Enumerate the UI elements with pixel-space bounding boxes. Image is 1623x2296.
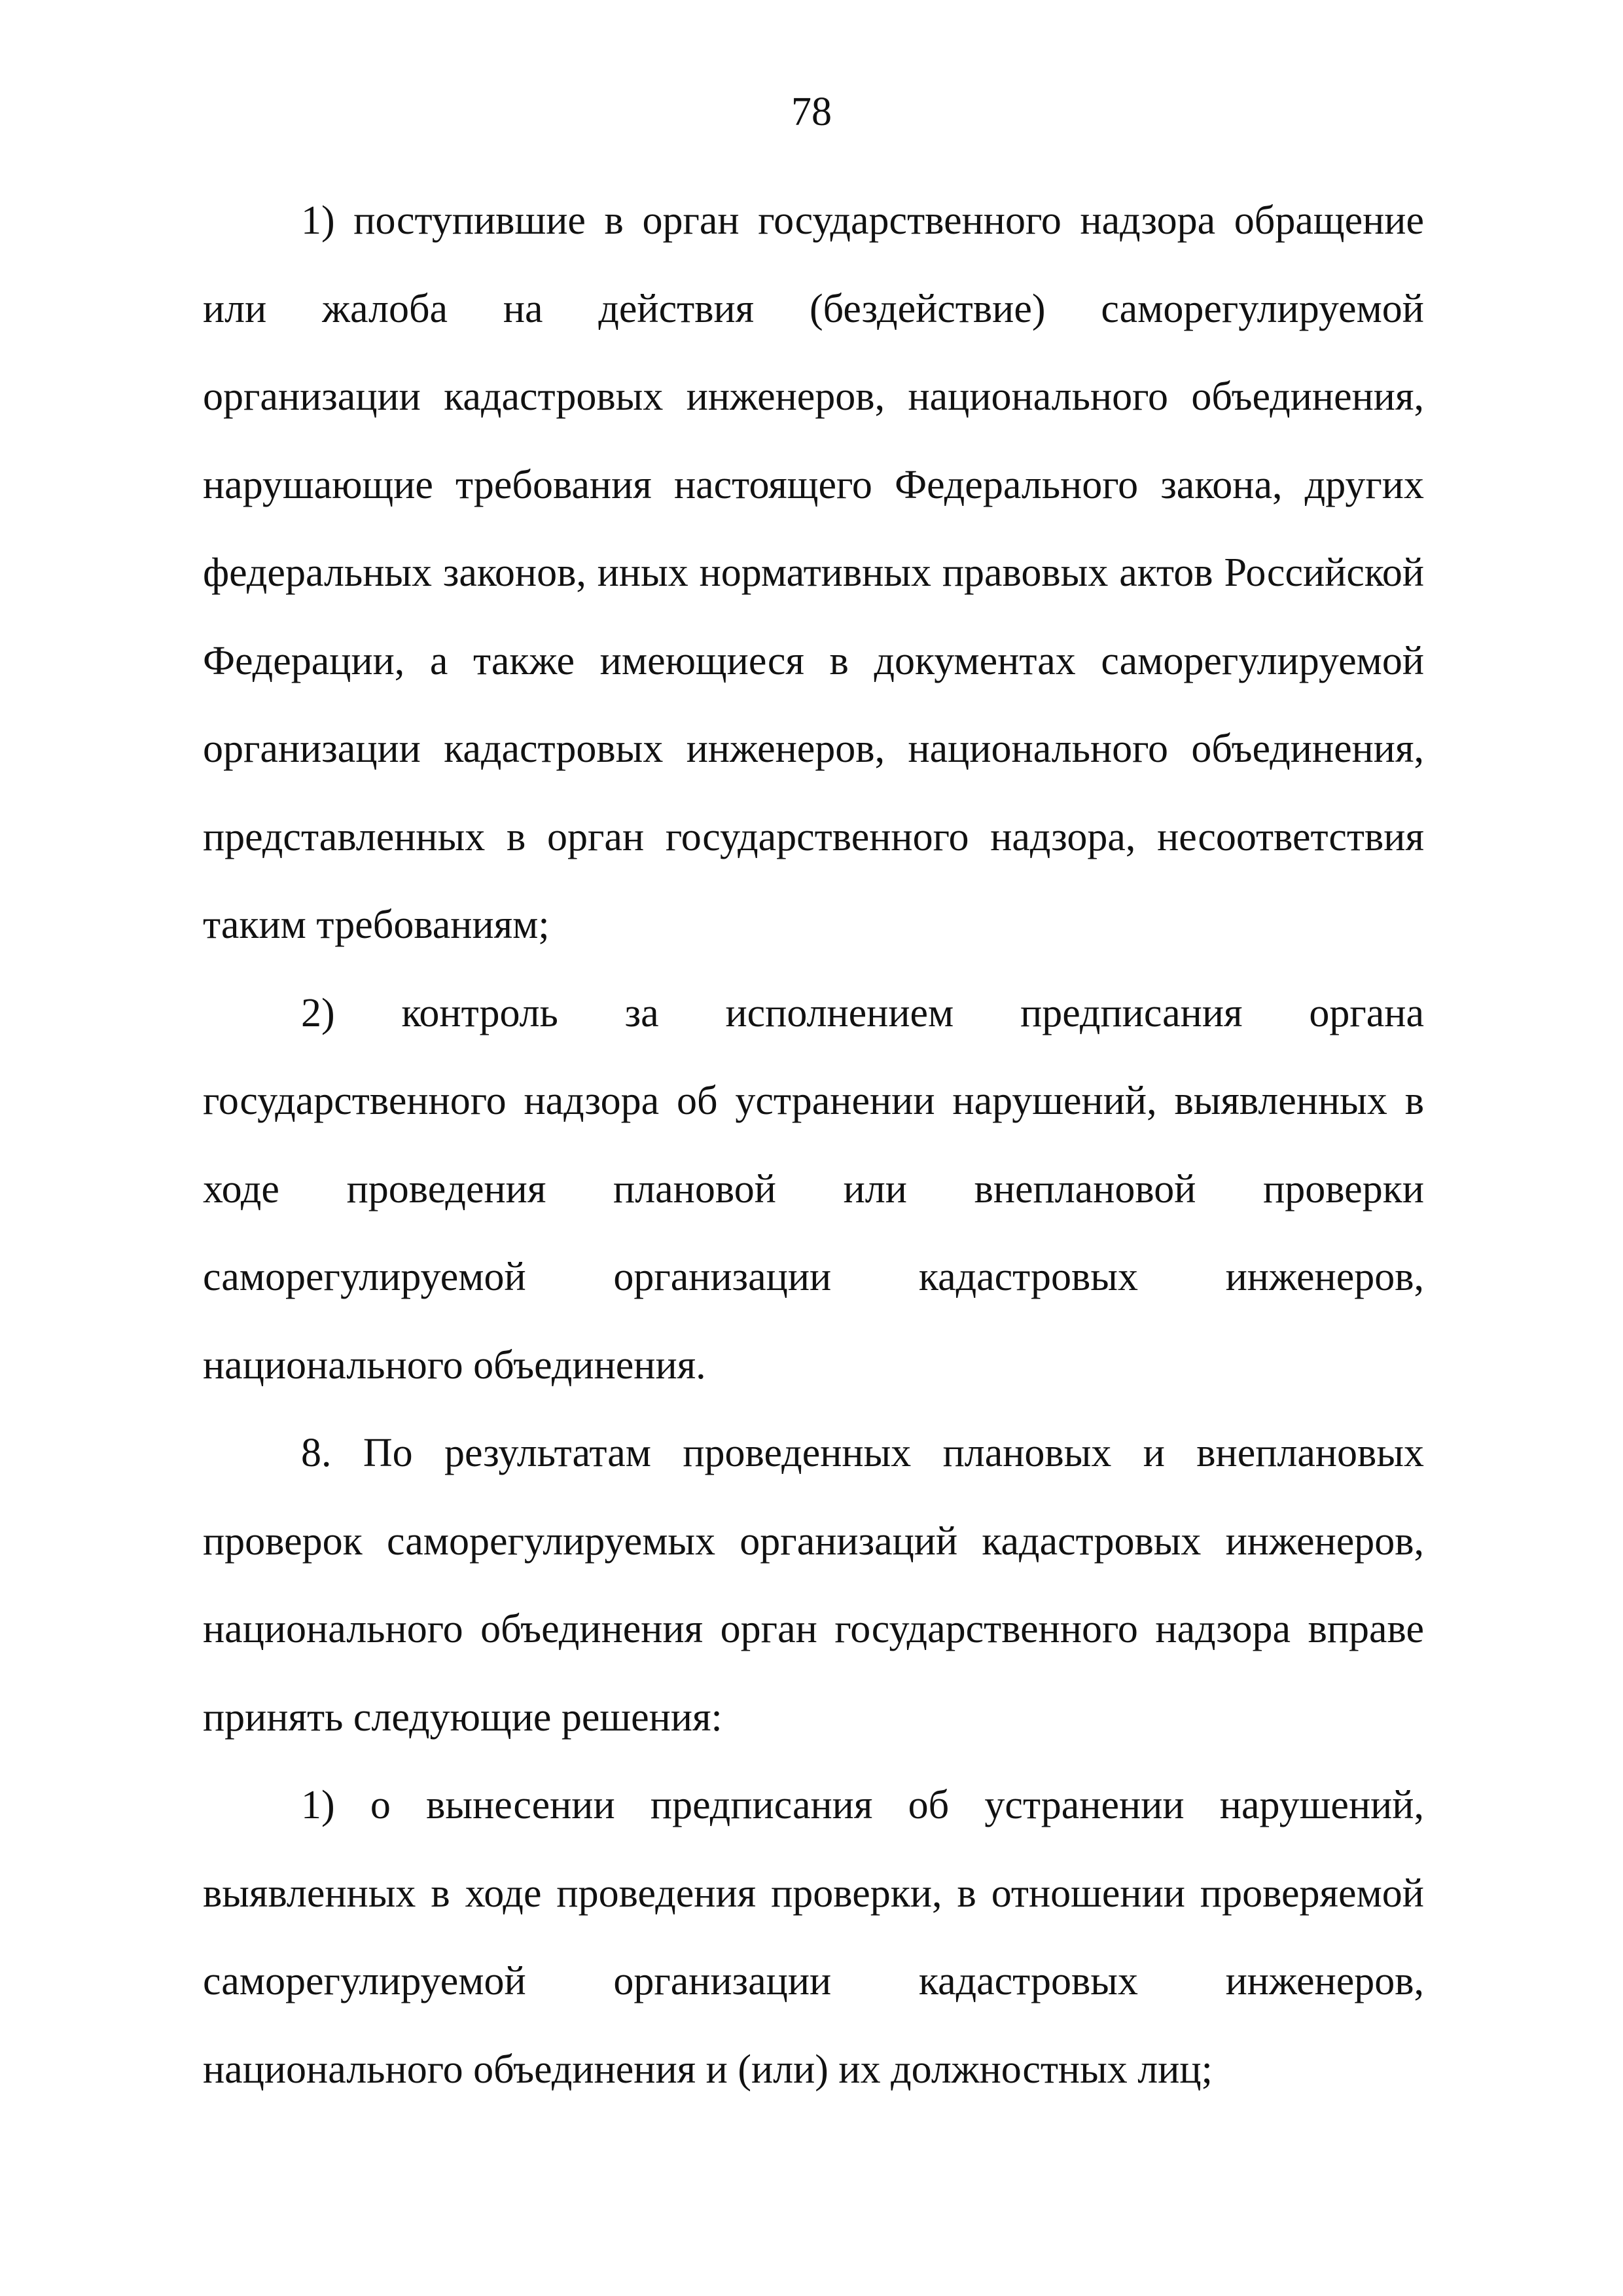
paragraph-section-8: 8. По результатам проведенных плановых и внеплановых проверок саморегулируемых организаций кадастровых инженеров, национального объединения орган государственного надзора вправе принять следующие решения: <box>203 1431 1424 1740</box>
paragraph-item-1: 1) поступившие в орган государственного надзора обращение или жалоба на действия (бездействие) саморегулируемой организации кадастровых инженеров, национального объединения, нарушающие требования настоящего Федерального закона, других федеральных законов, иных нормативных правовых актов Российской Федерации, а также имеющиеся в документах саморегулируемой организации кадастровых инженеров, национального объединения, представленных в орган государственного надзора, несоответствия таким требованиям; <box>203 198 1424 947</box>
paragraph-section-8-item-1: 1) о вынесении предписания об устранении нарушений, выявленных в ходе проведения проверки, в отношении проверяемой саморегулируемой организации кадастровых инженеров, национального объединения и (или) их должностных лиц; <box>203 1783 1424 2092</box>
document-body <box>203 177 1424 2113</box>
paragraph-item-2: 2) контроль за исполнением предписания органа государственного надзора об устранении нарушений, выявленных в ходе проведения плановой или внеплановой проверки саморегулируемой организации кадастровых инженеров, национального объединения. <box>203 990 1424 1388</box>
page-number: 78 <box>791 90 832 134</box>
